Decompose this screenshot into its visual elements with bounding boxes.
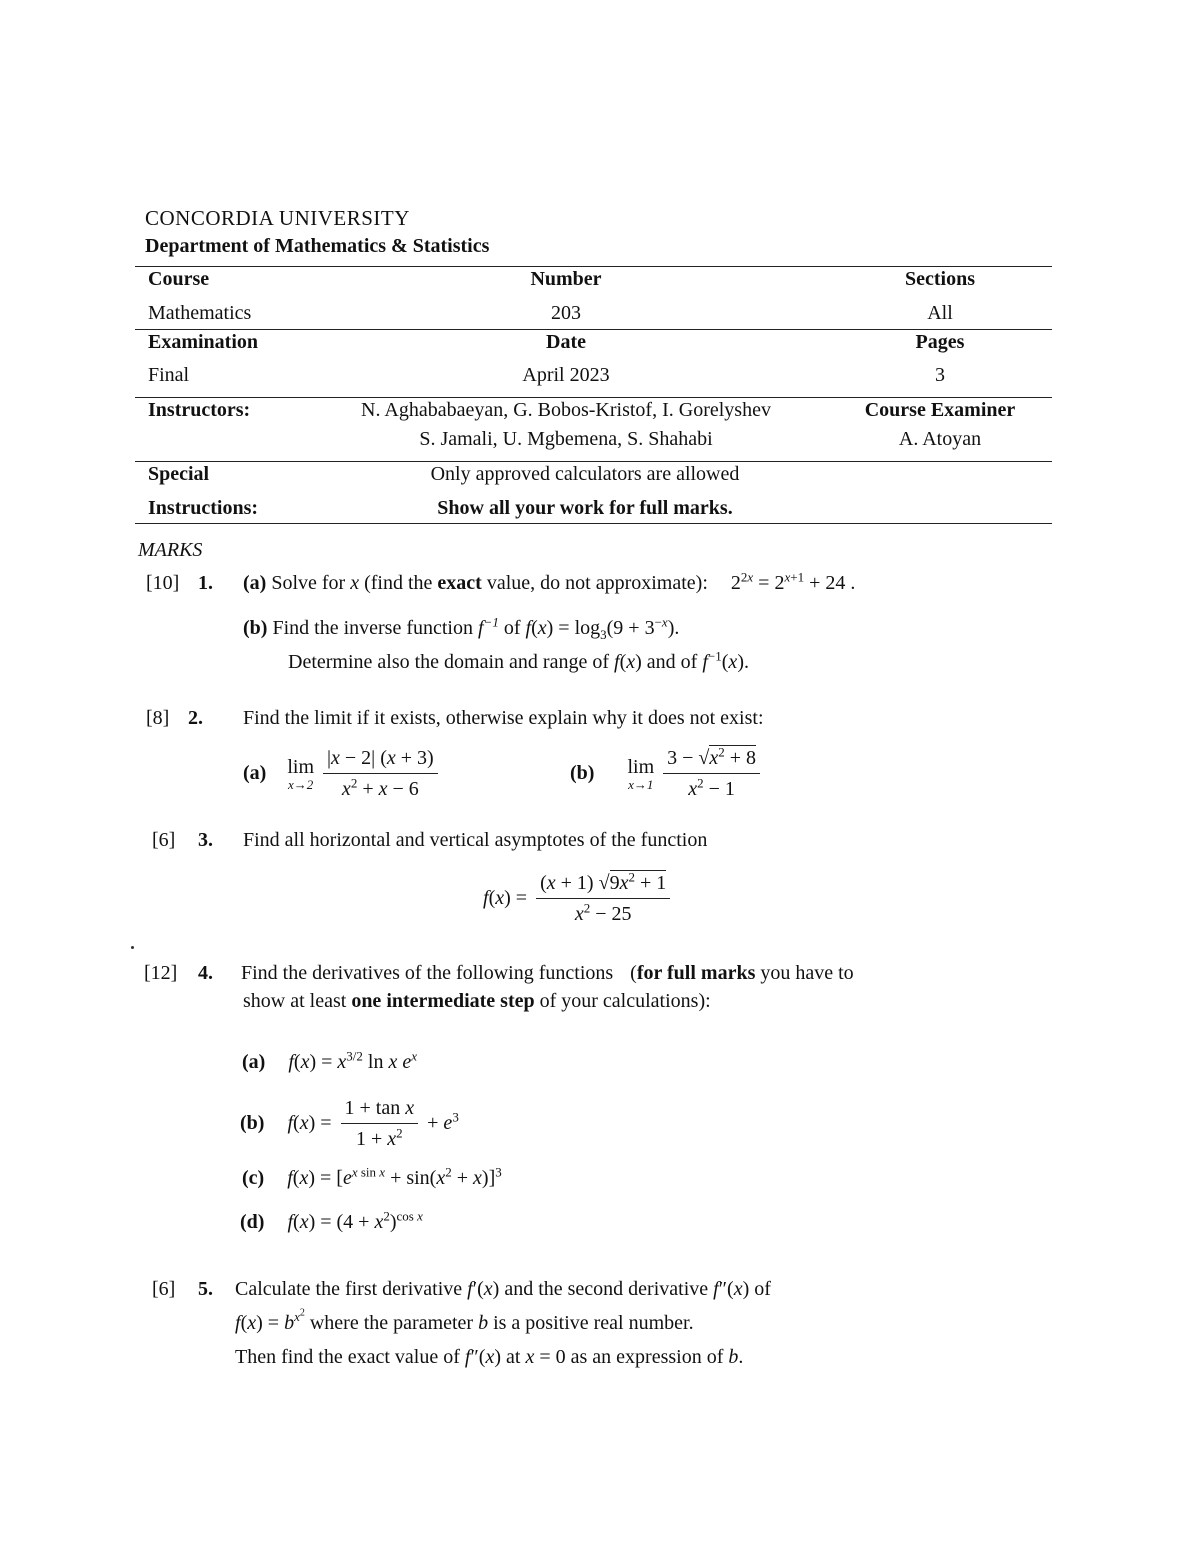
q4-part-c: (c) $f(x) = [e^{x sin x} + \sin(x^2 + x)]^3$ [242, 1164, 502, 1189]
marks-label: MARKS [138, 539, 203, 561]
q5-line2: $f(x) = b^{x^2}$ where the parameter b is a positive real number. [235, 1308, 694, 1334]
q1-a-var: x [350, 572, 360, 594]
q4-b-label: (b) [240, 1112, 265, 1134]
table-rule-top [135, 266, 1052, 267]
q3-text: Find all horizontal and vertical asymptotes of the function [243, 829, 708, 851]
q3-number: 3. [198, 829, 213, 851]
q1-a-exact: exact [437, 572, 482, 594]
q5-line3: Then find the exact value of f″(x) at x = 0 as an expression of b. [235, 1346, 744, 1368]
q4-text1: Find the derivatives of the following functions [241, 962, 614, 984]
pages-label: Pages [915, 331, 965, 353]
q4-part-d: (d) $f(x) = (4 + x^2)^{cos x}$ [240, 1208, 423, 1233]
q2-text: Find the limit if it exists, otherwise explain why it does not exist: [243, 707, 764, 729]
q1-a-text2: (find the [364, 572, 433, 594]
q2-b-fraction: $\frac{3 - √x^2 + 8}{x^2 - 1}$ [663, 743, 760, 804]
course-examiner-value: A. Atoyan [898, 428, 982, 450]
q3-fraction: $\frac{(x + 1) √9x^2 + 1}{x^2 - 25}$ [536, 868, 670, 929]
date-label: Date [546, 331, 586, 353]
examination-value: Final [148, 364, 190, 386]
q4-text2: you have to [760, 962, 854, 984]
q1-part-b-line2 [288, 648, 749, 674]
course-label: Course [148, 268, 210, 290]
instructors-line2: S. Jamali, U. Mgbemena, S. Shahabi [419, 428, 713, 450]
table-rule-bottom [135, 523, 1052, 524]
q4-c-label: (c) [242, 1167, 265, 1189]
q1-a-equation: $2^{2x} = 2^{x+1} + 24$ . [730, 569, 856, 594]
q2-marks: [8] [146, 707, 170, 729]
q4-b-fraction: $\frac{\text{1 + tan x}}{1 + x^2}$ [341, 1093, 419, 1154]
sections-label: Sections [905, 268, 975, 290]
course-examiner-label: Course Examiner [864, 399, 1016, 421]
q2-a-label: (a) [243, 762, 267, 784]
table-rule-2 [135, 329, 1052, 330]
special-line1: Only approved calculators are allowed [430, 463, 740, 485]
q4-a-label: (a) [242, 1051, 266, 1073]
q1-b-finv: $f^{-1}$ [477, 614, 499, 639]
q4-bold2: one intermediate step [351, 990, 535, 1012]
instructors-label: Instructors: [148, 399, 251, 421]
q1-b-label: (b) [243, 617, 268, 639]
q4-marks: [12] [144, 962, 178, 984]
q4-d-label: (d) [240, 1211, 265, 1233]
q4-number: 4. [198, 962, 213, 984]
stray-dot [131, 946, 134, 949]
q4-text3: show at least [243, 990, 347, 1012]
q1-part-b [243, 614, 680, 642]
pages-value: 3 [935, 364, 945, 386]
q2-a-lim: lim x→2 [287, 755, 314, 792]
q2-a-fraction: $\frac{|x - 2| (x + 3)}{x^2 + x - 6}$ [323, 743, 438, 804]
q1-b-function: $f(x) = \log_3(9 + 3^{-x})$. [525, 614, 680, 642]
date-value: April 2023 [522, 364, 610, 386]
special-label: Special [148, 463, 210, 485]
department-name: Department of Mathematics & Statistics [145, 235, 490, 257]
q1-a-text: Solve for [271, 572, 346, 594]
q5-marks: [6] [152, 1278, 176, 1300]
q1-b-finvx: $f^{-1}(x)$. [702, 648, 749, 673]
q1-a-label: (a) [243, 572, 267, 594]
special-line2: Show all your work for full marks. [437, 497, 733, 519]
number-value: 203 [551, 302, 581, 324]
q1-b-fx: f(x) [614, 651, 642, 673]
number-label: Number [530, 268, 602, 290]
q2-part-a [243, 743, 442, 804]
q1-number: 1. [198, 572, 213, 594]
q1-b-line2a: Determine also the domain and range of [288, 651, 609, 673]
q4-line1: Find the derivatives of the following functions (for full marks you have to [241, 962, 854, 984]
instructions-label: Instructions: [148, 497, 259, 519]
q4-part-a: (a) $f(x) = x^{3/2}$ ln x $e^x$ [242, 1048, 418, 1073]
q1-marks: [10] [146, 572, 180, 594]
q2-b-lim: lim x→1 [627, 755, 655, 792]
q1-b-and-of: and of [646, 651, 698, 673]
table-rule-4 [135, 461, 1052, 462]
instructors-line1: N. Aghababaeyan, G. Bobos-Kristof, I. Gorelyshev [361, 399, 771, 421]
q4-text4: of your calculations): [539, 990, 711, 1012]
q1-b-text: Find the inverse function [272, 617, 473, 639]
q2-b-label: (b) [570, 762, 595, 784]
q2-number: 2. [188, 707, 203, 729]
q2-part-b [570, 743, 764, 804]
q4-part-b: (b) f(x) = $\frac{\text{1 + tan x}}{1 + x^2}$ + $e^3$ [240, 1093, 459, 1154]
university-name: CONCORDIA UNIVERSITY [145, 206, 410, 230]
q4-line2 [243, 990, 711, 1013]
sections-value: All [927, 302, 953, 324]
q1-b-of: of [503, 617, 521, 639]
q3-marks: [6] [152, 829, 176, 851]
q5-line1: Calculate the first derivative f′(x) and the second derivative f″(x) of [235, 1278, 771, 1300]
q5-number: 5. [198, 1278, 213, 1300]
q1-part-a [243, 569, 856, 595]
examination-label: Examination [148, 331, 259, 353]
q4-bold1: for full marks [636, 962, 756, 984]
table-rule-3 [135, 397, 1052, 398]
course-value: Mathematics [148, 302, 252, 324]
q1-a-text3: value, do not approximate): [486, 572, 708, 594]
q3-function: f(x) = $\frac{(x + 1) √9x^2 + 1}{x^2 - 25}$ [483, 868, 674, 929]
